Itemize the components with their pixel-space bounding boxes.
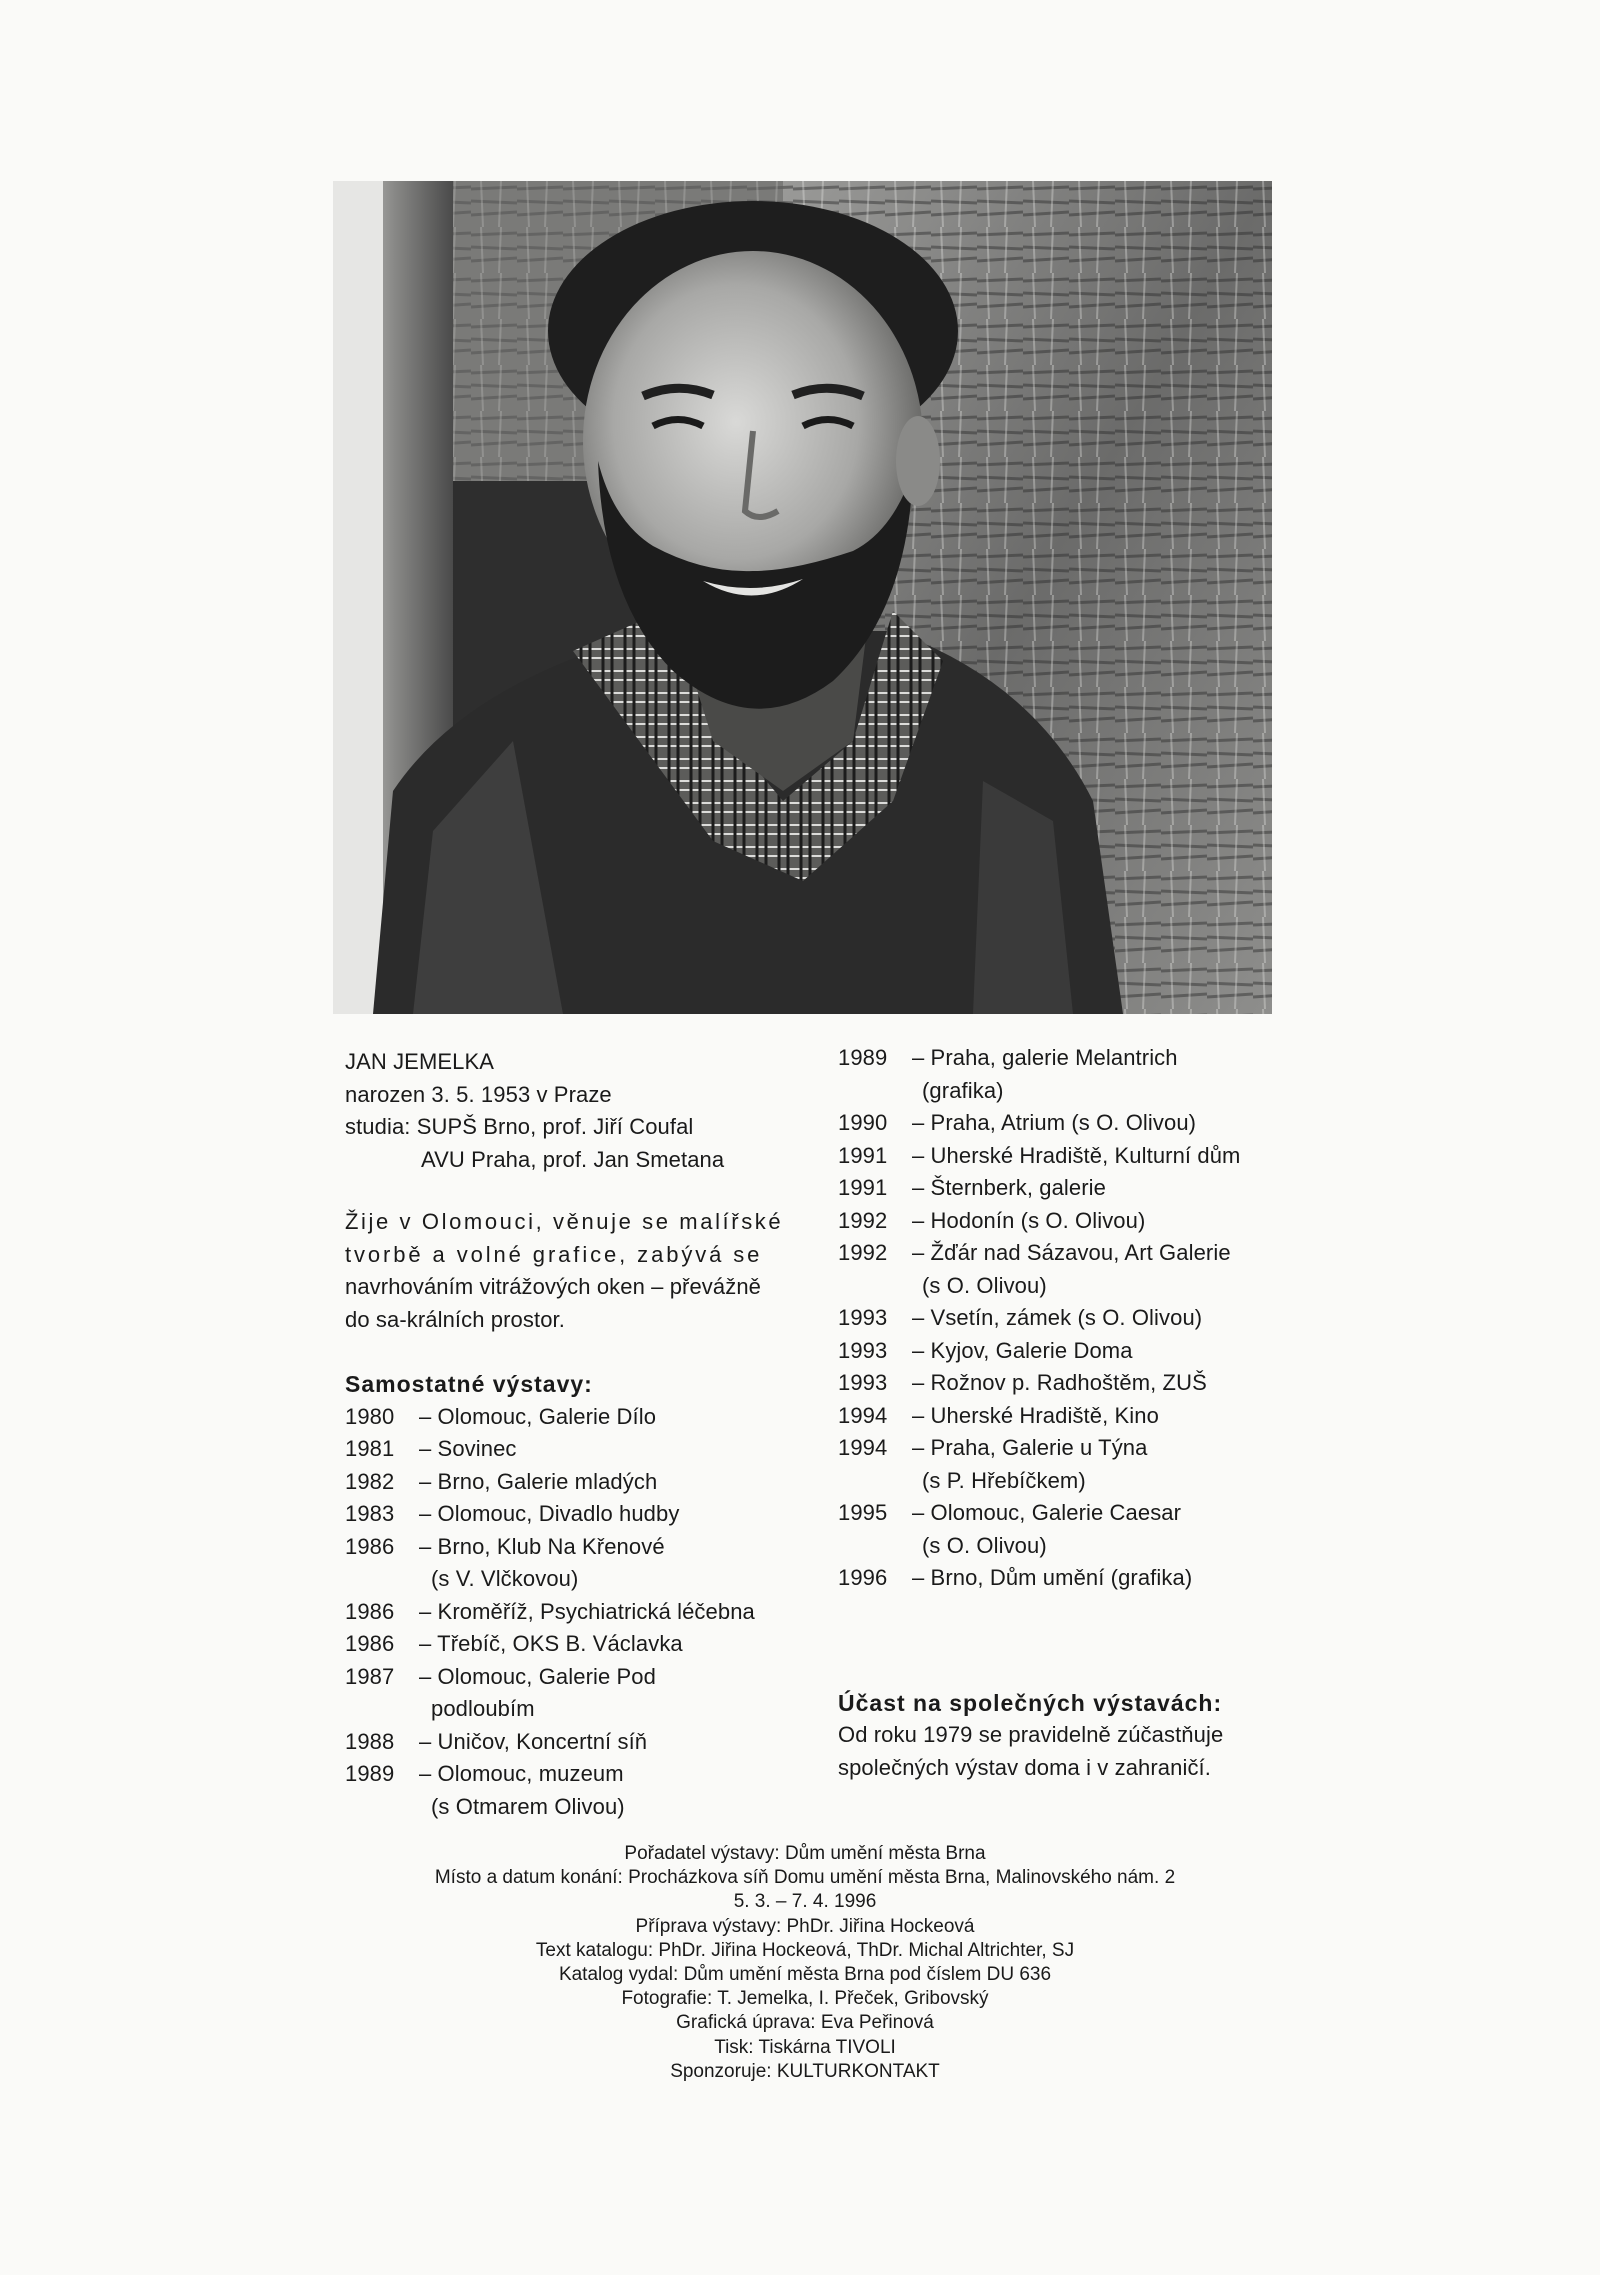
exhibition-note: (s O. Olivou) xyxy=(922,1532,1047,1558)
exhibition-entry xyxy=(838,1172,1318,1205)
exhibition-place: – Olomouc, muzeum xyxy=(419,1761,624,1786)
exhibition-entry xyxy=(345,1466,815,1499)
exhibition-entry xyxy=(838,1497,1318,1530)
exhibition-place: – Brno, Klub Na Křenové xyxy=(419,1533,665,1559)
exhibition-year: 1987 xyxy=(345,1663,395,1689)
exhibition-note: (s V. Vlčkovou) xyxy=(431,1566,579,1591)
artist-portrait-photo xyxy=(333,181,1272,1014)
credit-line: Text katalogu: PhDr. Jiřina Hockeová, ThDr. Michal Altrichter, SJ xyxy=(535,1939,1075,1961)
exhibition-note: podloubím xyxy=(431,1696,535,1721)
credit-line: 5. 3. – 7. 4. 1996 xyxy=(733,1891,877,1913)
exhibition-year: 1993 xyxy=(838,1305,888,1330)
exhibition-place: – Šternberk, galerie xyxy=(912,1175,1106,1200)
exhibition-entry xyxy=(345,1401,815,1434)
exhibition-entry xyxy=(838,1237,1318,1270)
exhibition-place: – Praha, Galerie u Týna xyxy=(912,1435,1148,1460)
birth-info: narozen 3. 5. 1953 v Praze xyxy=(345,1081,612,1107)
exhibition-place: – Praha, Atrium (s O. Olivou) xyxy=(912,1110,1197,1135)
exhibition-year: 1996 xyxy=(838,1565,888,1590)
studies-line-1: studia: SUPŠ Brno, prof. Jiří Coufal xyxy=(345,1114,694,1139)
exhibition-place: – Olomouc, Divadlo hudby xyxy=(419,1501,680,1526)
exhibition-year: 1993 xyxy=(838,1370,888,1395)
exhibition-place: – Uherské Hradiště, Kulturní dům xyxy=(912,1142,1241,1168)
exhibition-place: – Uničov, Koncertní síň xyxy=(419,1728,648,1754)
credit-line: Místo a datum konání: Procházkova síň Domu umění města Brna, Malinovského nám. 2 xyxy=(434,1867,1176,1889)
studies-line-2: AVU Praha, prof. Jan Smetana xyxy=(421,1146,725,1172)
group-exhibitions-text-1: Od roku 1979 se pravidelně zúčastňuje xyxy=(838,1722,1224,1747)
exhibition-entry xyxy=(345,1531,815,1564)
exhibition-year: 1995 xyxy=(838,1500,888,1525)
exhibition-year: 1991 xyxy=(838,1175,888,1200)
exhibition-place: – Kroměříž, Psychiatrická léčebna xyxy=(419,1598,755,1624)
exhibition-entry xyxy=(345,1433,815,1466)
exhibition-year: 1986 xyxy=(345,1598,395,1624)
exhibition-entry xyxy=(838,1205,1318,1238)
exhibition-year: 1992 xyxy=(838,1207,888,1233)
exhibition-note: (s P. Hřebíčkem) xyxy=(922,1467,1086,1493)
exhibition-year: 1991 xyxy=(838,1142,888,1168)
bio-paragraph-line: Žije v Olomouci, věnuje se malířské xyxy=(345,1209,784,1234)
exhibition-place: – Brno, Dům umění (grafika) xyxy=(912,1565,1193,1590)
exhibition-entry xyxy=(345,1661,815,1694)
catalog-credits xyxy=(330,1842,1280,2084)
right-column xyxy=(838,1042,1318,1784)
exhibition-place: – Olomouc, Galerie Pod xyxy=(419,1663,656,1689)
exhibition-year: 1986 xyxy=(345,1533,395,1559)
exhibition-year: 1980 xyxy=(345,1403,395,1429)
exhibition-place: – Olomouc, Galerie Dílo xyxy=(419,1403,657,1429)
exhibition-year: 1992 xyxy=(838,1240,888,1265)
portrait-image xyxy=(333,181,1272,1014)
exhibition-year: 1993 xyxy=(838,1337,888,1363)
group-exhibitions-heading: Účast na společných výstavách: xyxy=(838,1689,1223,1716)
credit-line: Příprava výstavy: PhDr. Jiřina Hockeová xyxy=(635,1915,975,1937)
exhibition-year: 1990 xyxy=(838,1110,888,1135)
exhibition-place: – Brno, Galerie mladých xyxy=(419,1468,658,1494)
exhibition-year: 1981 xyxy=(345,1436,395,1461)
credit-line: Tisk: Tiskárna TIVOLI xyxy=(714,2036,896,2058)
solo-exhibitions-list-left xyxy=(345,1401,815,1824)
exhibition-entry xyxy=(838,1400,1318,1433)
exhibition-entry xyxy=(345,1628,815,1661)
exhibition-entry xyxy=(838,1140,1318,1173)
exhibition-entry xyxy=(345,1596,815,1629)
exhibition-entry xyxy=(345,1726,815,1759)
exhibition-note: (s Otmarem Olivou) xyxy=(431,1793,625,1819)
exhibition-year: 1986 xyxy=(345,1631,395,1656)
exhibition-year: 1994 xyxy=(838,1435,888,1460)
exhibition-place: – Olomouc, Galerie Caesar xyxy=(912,1500,1182,1525)
bio-paragraph-line: navrhováním vitrážových oken – převážně xyxy=(345,1274,762,1299)
exhibition-year: 1989 xyxy=(345,1761,395,1786)
exhibition-entry xyxy=(838,1562,1318,1595)
credit-line: Pořadatel výstavy: Dům umění města Brna xyxy=(624,1843,986,1864)
exhibition-entry xyxy=(838,1302,1318,1335)
exhibition-year: 1988 xyxy=(345,1728,395,1754)
exhibition-note: (grafika) xyxy=(922,1077,1004,1103)
bio-paragraph xyxy=(345,1206,793,1336)
credit-line: Grafická úprava: Eva Peřinová xyxy=(676,2012,934,2034)
exhibition-place: – Vsetín, zámek (s O. Olivou) xyxy=(912,1305,1203,1330)
credit-line: Sponzoruje: KULTURKONTAKT xyxy=(670,2060,940,2082)
solo-exhibitions-list-right xyxy=(838,1042,1318,1595)
exhibition-entry xyxy=(345,1498,815,1531)
exhibition-place: – Žďár nad Sázavou, Art Galerie xyxy=(912,1240,1231,1265)
exhibition-place: – Rožnov p. Radhoštěm, ZUŠ xyxy=(912,1370,1207,1395)
exhibition-place: – Třebíč, OKS B. Václavka xyxy=(419,1631,683,1656)
left-column xyxy=(345,1046,815,1823)
exhibition-place: – Hodonín (s O. Olivou) xyxy=(912,1207,1146,1233)
exhibition-entry xyxy=(838,1335,1318,1368)
exhibition-place: – Kyjov, Galerie Doma xyxy=(912,1337,1133,1363)
exhibition-year: 1982 xyxy=(345,1468,395,1494)
bio-paragraph-line: do sa-králních prostor. xyxy=(345,1306,565,1332)
exhibition-year: 1989 xyxy=(838,1045,888,1070)
exhibition-place: – Sovinec xyxy=(419,1436,517,1461)
exhibition-entry xyxy=(838,1107,1318,1140)
credit-line: Katalog vydal: Dům umění města Brna pod číslem DU 636 xyxy=(558,1964,1052,1986)
exhibition-year: 1994 xyxy=(838,1402,888,1428)
exhibition-entry xyxy=(838,1042,1318,1075)
artist-name: JAN JEMELKA xyxy=(345,1049,495,1074)
exhibition-entry xyxy=(838,1432,1318,1465)
exhibition-entry xyxy=(838,1367,1318,1400)
exhibition-note: (s O. Olivou) xyxy=(922,1272,1047,1298)
exhibition-entry xyxy=(345,1758,815,1791)
credit-line: Fotografie: T. Jemelka, I. Přeček, Gribovský xyxy=(621,1988,989,2010)
exhibition-place: – Uherské Hradiště, Kino xyxy=(912,1402,1159,1428)
solo-exhibitions-heading: Samostatné výstavy: xyxy=(345,1371,593,1397)
exhibition-year: 1983 xyxy=(345,1501,395,1526)
exhibition-place: – Praha, galerie Melantrich xyxy=(912,1045,1178,1070)
group-exhibitions-text-2: společných výstav doma i v zahraničí. xyxy=(838,1754,1211,1780)
bio-paragraph-line: tvorbě a volné grafice, zabývá se xyxy=(345,1241,763,1267)
